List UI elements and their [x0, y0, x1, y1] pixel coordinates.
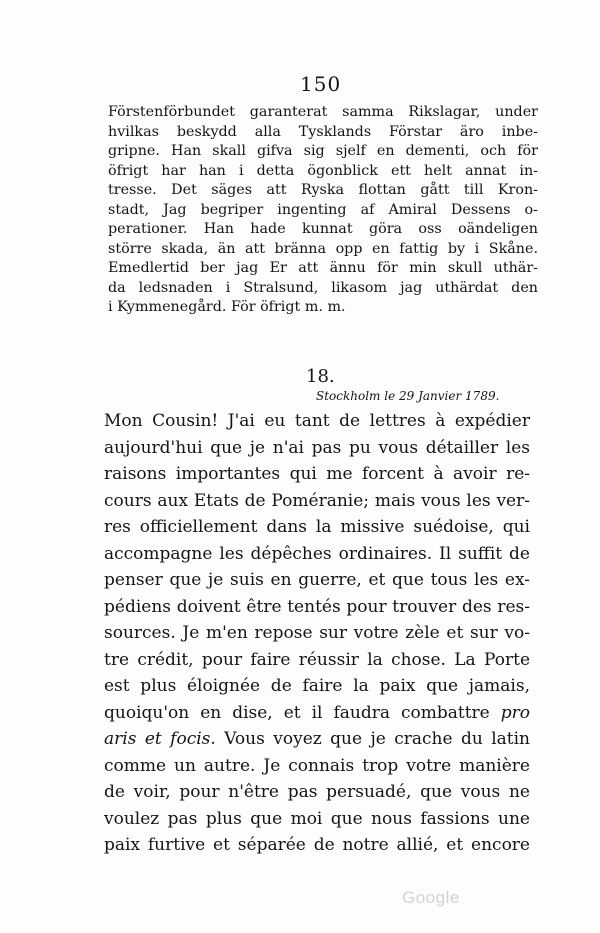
text-line: pédiens doivent être tentés pour trouver des res-	[104, 596, 530, 617]
text-segment: Vous voyez que je crache du latin	[224, 729, 530, 749]
text-line: comme un autre. Je connais trop votre manière	[104, 755, 530, 776]
text-line: Emedlertid ber jag Er att ännu för min skull uthär-	[108, 260, 538, 276]
text-line: Mon Cousin! J'ai eu tant de lettres à expédier	[104, 411, 530, 431]
text-line: paix furtive et séparée de notre allié, et encore	[104, 835, 530, 855]
text-line: större skada, än att bränna opp en fattig by i Skåne.	[108, 240, 538, 257]
letter-number: 18.	[306, 366, 335, 387]
text-line	[104, 700, 530, 727]
italic-phrase: aris et focis.	[104, 729, 216, 749]
text-segment: quoiqu'on en dise, et il faudra combattre	[104, 702, 501, 723]
french-text-block	[104, 408, 530, 859]
text-line: perationer. Han hade kunnat göra oss oändeligen	[108, 221, 538, 237]
letter-dateline: Stockholm le 29 Janvier 1789.	[316, 389, 500, 403]
text-line: penser que je suis en guerre, et que tous les ex-	[104, 570, 530, 590]
text-line: öfrigt har han i detta ögonblick ett helt annat in-	[108, 162, 538, 179]
google-watermark: Google	[402, 888, 460, 907]
text-line: tre crédit, pour faire réussir la chose. La Porte	[104, 649, 530, 670]
text-line: est plus éloignée de faire la paix que jamais,	[104, 676, 530, 696]
text-line: raisons importantes qui me forcent à avoir re-	[104, 464, 530, 484]
italic-phrase: pro	[500, 702, 530, 723]
text-line: accompagne les dépêches ordinaires. Il suffit de	[104, 543, 530, 564]
page-number: 150	[300, 72, 342, 96]
text-line: i Kymmenegård. För öfrigt m. m.	[108, 299, 346, 315]
text-line: voulez pas plus que moi que nous fassions une	[104, 808, 530, 829]
text-line: gripne. Han skall gifva sig sjelf en dementi, och för	[108, 143, 538, 159]
text-line: aujourd'hui que je n'ai pas pu vous détailler les	[104, 437, 530, 458]
swedish-text-block	[108, 103, 538, 318]
text-line: cours aux Etats de Poméranie; mais vous les ver-	[104, 490, 530, 511]
text-line: Förstenförbundet garanterat samma Rikslagar, under	[108, 104, 538, 120]
text-line: de voir, pour n'être pas persuadé, que vous ne	[104, 782, 530, 802]
text-line	[104, 726, 530, 753]
text-line: hvilkas beskydd alla Tysklands Förstar äro inbe-	[108, 123, 538, 140]
text-line: sources. Je m'en repose sur votre zèle et sur vo-	[104, 623, 530, 643]
text-line: res officiellement dans la missive suédoise, qui	[104, 517, 530, 537]
text-line: stadt, Jag begriper ingenting af Amiral Dessens o-	[108, 201, 538, 218]
text-line: da ledsnaden i Stralsund, likasom jag uthärdat den	[108, 279, 538, 296]
text-line: tresse. Det säges att Ryska flottan gått till Kron-	[108, 182, 538, 198]
